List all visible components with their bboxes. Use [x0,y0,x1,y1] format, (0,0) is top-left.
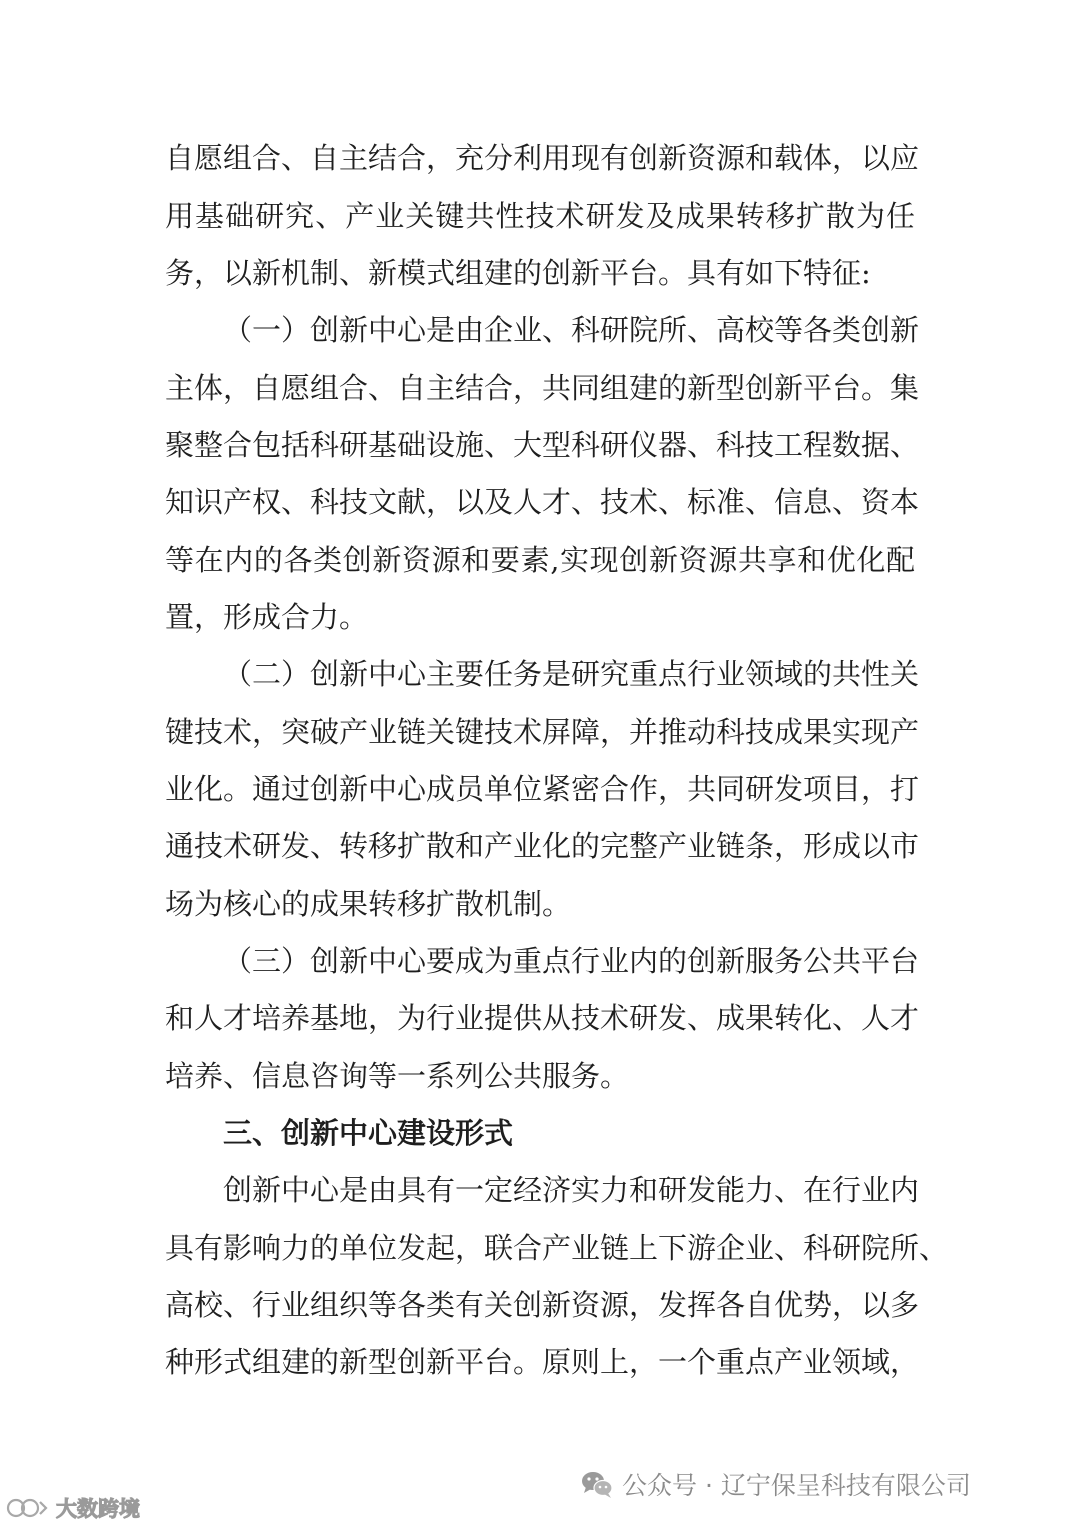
text-line: 培养、信息咨询等一系列公共服务。 [165,1059,630,1093]
text-line: 种形式组建的新型创新平台。原则上，一个重点产业领域， [165,1345,920,1379]
text-line: 通技术研发、转移扩散和产业化的完整产业链条，形成以市 [165,829,920,863]
text-line: 创新中心是由具有一定经济实力和研发能力、在行业内 [223,1173,920,1207]
site-watermark [6,1494,140,1522]
text-line: 场为核心的成果转移扩散机制。 [165,887,572,921]
text-line: 置，形成合力。 [165,600,369,634]
text-line: 自愿组合、自主结合，充分利用现有创新资源和载体，以应 [165,141,920,175]
text-line: 高校、行业组织等各类有关创新资源，发挥各自优势，以多 [165,1288,920,1322]
text-line: 业化。通过创新中心成员单位紧密合作，共同研发项目，打 [165,772,920,806]
text-line: 等在内的各类创新资源和要素,实现创新资源共享和优化配 [165,543,915,577]
wechat-icon [580,1469,614,1499]
text-line: 和人才培养基地，为行业提供从技术研发、成果转化、人才 [165,1001,920,1035]
site-watermark-text: 大数跨境 [56,1497,140,1521]
section-heading: 三、创新中心建设形式 [223,1116,514,1150]
text-line: 知识产权、科技文献，以及人才、技术、标准、信息、资本 [165,485,920,519]
text-line: 键技术，突破产业链关键技术屏障，并推动科技成果实现产 [165,715,920,749]
wechat-watermark-text: 公众号 · 辽宁保呈科技有限公司 [622,1471,971,1500]
text-line: 具有影响力的单位发起，联合产业链上下游企业、科研院所、 [165,1231,949,1265]
logo-icon [6,1496,52,1520]
text-line: （二）创新中心主要任务是研究重点行业领域的共性关 [223,657,920,691]
text-line: 用基础研究、产业关键共性技术研发及成果转移扩散为任 [165,199,915,233]
text-line: 务，以新机制、新模式组建的创新平台。具有如下特征: [165,256,871,290]
text-line: 聚整合包括科研基础设施、大型科研仪器、科技工程数据、 [165,428,920,462]
text-line: （三）创新中心要成为重点行业内的创新服务公共平台 [223,944,920,978]
text-line: 主体，自愿组合、自主结合，共同组建的新型创新平台。集 [165,371,920,405]
text-line: （一）创新中心是由企业、科研院所、高校等各类创新 [223,313,920,347]
wechat-watermark [580,1466,971,1502]
